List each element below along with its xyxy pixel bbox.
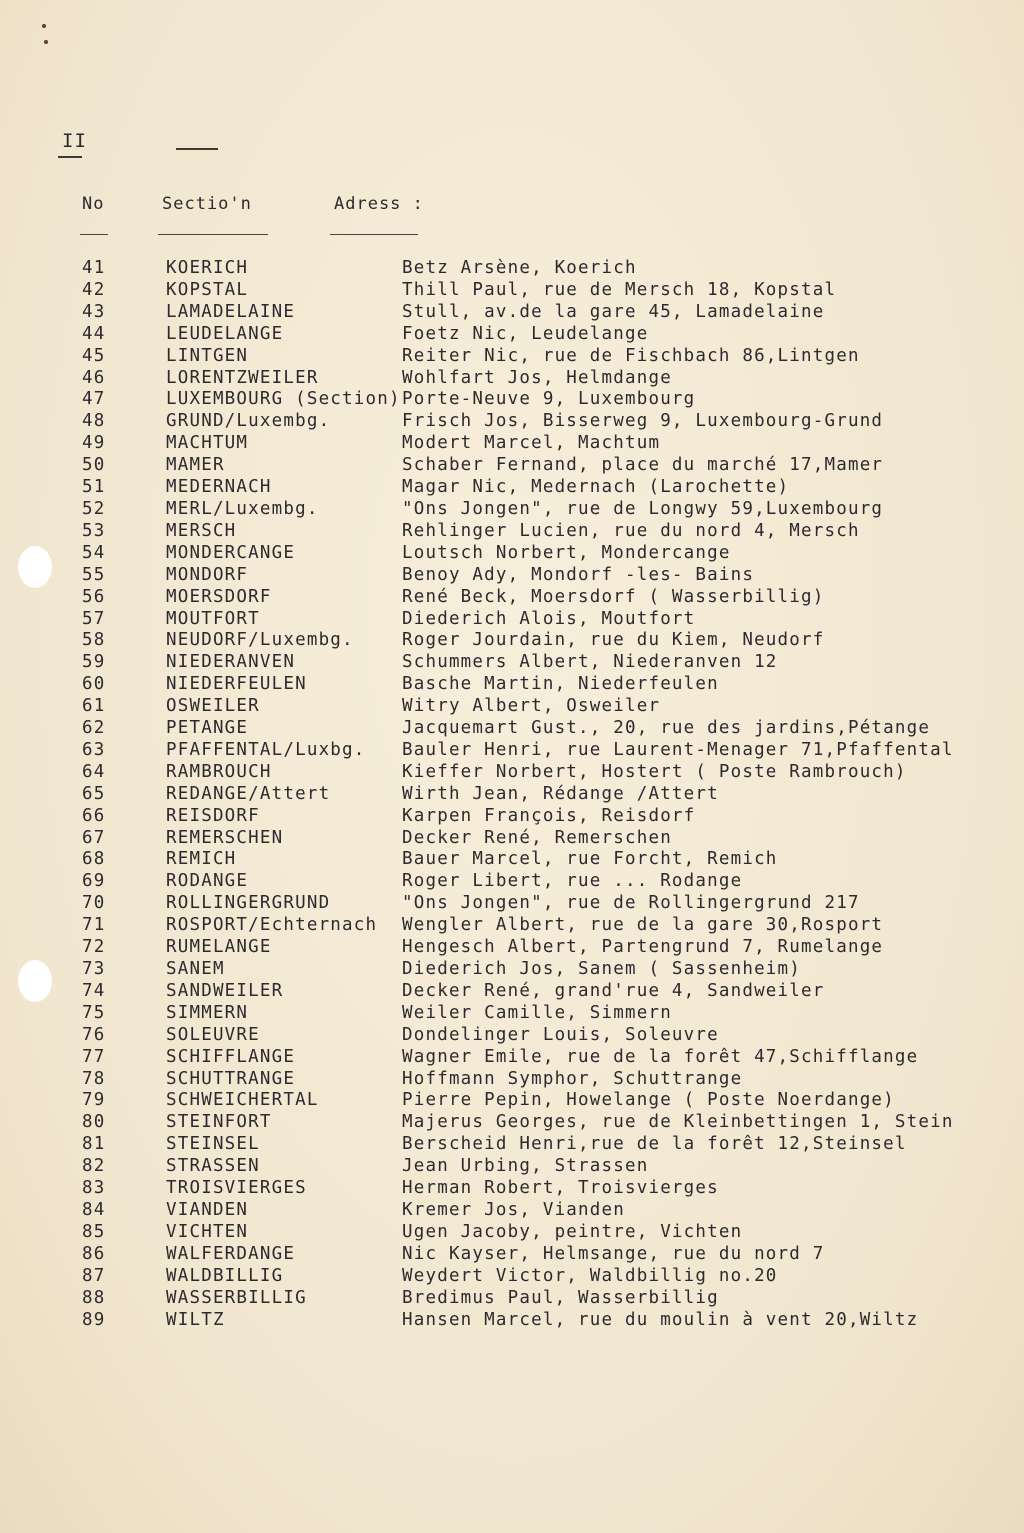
row-section: TROISVIERGES <box>166 1178 307 1199</box>
table-row <box>78 1156 1022 1178</box>
row-number: 62 <box>82 718 106 739</box>
table-row <box>78 1047 1022 1069</box>
row-address: Benoy Ady, Mondorf -les- Bains <box>402 564 755 585</box>
row-section: REISDORF <box>166 805 260 826</box>
row-number: 58 <box>82 630 106 651</box>
punch-hole <box>18 546 52 588</box>
table-row <box>78 1069 1022 1091</box>
row-number: 45 <box>82 345 106 366</box>
row-address: Weiler Camille, Simmern <box>402 1002 672 1023</box>
table-row <box>78 280 1022 302</box>
row-address: Nic Kayser, Helmsange, rue du nord 7 <box>402 1243 825 1264</box>
page-number-underline <box>58 156 82 158</box>
row-section: SANEM <box>166 959 225 979</box>
table-row <box>78 915 1022 937</box>
table-row <box>78 521 1022 543</box>
row-address: Diederich Jos, Sanem ( Sassenheim) <box>402 959 802 979</box>
row-address: Thill Paul, rue de Mersch 18, Kopstal <box>402 279 837 300</box>
row-section: REDANGE/Attert <box>166 783 331 804</box>
table-row <box>78 1003 1022 1025</box>
row-section: NIEDERANVEN <box>166 652 296 673</box>
row-number: 81 <box>82 1134 106 1155</box>
row-section: MACHTUM <box>166 433 249 454</box>
row-number: 82 <box>82 1156 106 1177</box>
row-address: Wagner Emile, rue de la forêt 47,Schifflange <box>402 1046 919 1067</box>
row-address: Bauler Henri, rue Laurent-Menager 71,Pfaffental <box>402 739 954 760</box>
table-row <box>78 302 1022 324</box>
row-section: SCHWEICHERTAL <box>166 1090 319 1111</box>
row-address: Basche Martin, Niederfeulen <box>402 674 719 695</box>
row-section: STRASSEN <box>166 1156 260 1177</box>
row-number: 44 <box>82 323 106 344</box>
table-row <box>78 937 1022 959</box>
table-row <box>78 959 1022 981</box>
column-header-section: Sectio'n <box>162 194 252 214</box>
table-row <box>78 389 1022 411</box>
row-section: REMERSCHEN <box>166 827 284 848</box>
table-row <box>78 1266 1022 1288</box>
row-number: 79 <box>82 1090 106 1111</box>
table-row <box>78 1025 1022 1047</box>
punch-hole <box>18 960 52 1002</box>
row-section: SCHUTTRANGE <box>166 1068 296 1089</box>
table-row <box>78 1200 1022 1222</box>
row-section: VICHTEN <box>166 1221 249 1242</box>
row-address: Pierre Pepin, Howelange ( Poste Noerdange) <box>402 1090 895 1111</box>
row-section: SIMMERN <box>166 1002 249 1023</box>
header-rule <box>158 234 268 235</box>
row-section: NEUDORF/Luxembg. <box>166 630 354 651</box>
row-section: WASSERBILLIG <box>166 1287 307 1308</box>
row-section: NIEDERFEULEN <box>166 674 307 695</box>
page-number: II <box>62 130 87 152</box>
row-address: Hengesch Albert, Partengrund 7, Rumelange <box>402 937 884 958</box>
row-address: Porte-Neuve 9, Luxembourg <box>402 389 696 410</box>
row-section: SCHIFFLANGE <box>166 1046 296 1067</box>
table-row <box>78 411 1022 433</box>
row-address: Hoffmann Symphor, Schuttrange <box>402 1068 743 1089</box>
row-address: Modert Marcel, Machtum <box>402 433 661 454</box>
table-row <box>78 784 1022 806</box>
row-number: 74 <box>82 980 106 1001</box>
row-number: 65 <box>82 783 106 804</box>
row-number: 55 <box>82 564 106 585</box>
row-number: 43 <box>82 301 106 322</box>
table-row <box>78 609 1022 631</box>
row-number: 67 <box>82 827 106 848</box>
table-row <box>78 477 1022 499</box>
row-address: Weydert Victor, Waldbillig no.20 <box>402 1265 778 1286</box>
row-section: STEINFORT <box>166 1112 272 1133</box>
row-number: 76 <box>82 1024 106 1045</box>
row-number: 59 <box>82 652 106 673</box>
row-section: RUMELANGE <box>166 937 272 958</box>
row-address: Wirth Jean, Rédange /Attert <box>402 783 719 804</box>
table-row <box>78 1244 1022 1266</box>
section-address-table <box>78 258 1022 1331</box>
row-address: Bauer Marcel, rue Forcht, Remich <box>402 849 778 870</box>
table-row <box>78 1288 1022 1310</box>
table-row <box>78 828 1022 850</box>
table-row <box>78 740 1022 762</box>
row-address: Magar Nic, Medernach (Larochette) <box>402 477 790 498</box>
table-row <box>78 849 1022 871</box>
row-number: 72 <box>82 937 106 958</box>
row-address: "Ons Jongen", rue de Rollingergrund 217 <box>402 893 860 914</box>
table-row <box>78 674 1022 696</box>
row-section: SOLEUVRE <box>166 1024 260 1045</box>
row-section: WALFERDANGE <box>166 1243 296 1264</box>
row-section: MERSCH <box>166 520 237 541</box>
row-address: René Beck, Moersdorf ( Wasserbillig) <box>402 586 825 607</box>
table-row <box>78 433 1022 455</box>
row-number: 75 <box>82 1002 106 1023</box>
row-number: 87 <box>82 1265 106 1286</box>
row-section: WILTZ <box>166 1309 225 1330</box>
table-row <box>78 981 1022 1003</box>
table-row <box>78 499 1022 521</box>
row-address: Decker René, Remerschen <box>402 827 672 848</box>
row-number: 83 <box>82 1178 106 1199</box>
row-section: SANDWEILER <box>166 980 284 1001</box>
row-section: MOERSDORF <box>166 586 272 607</box>
row-number: 42 <box>82 279 106 300</box>
row-number: 84 <box>82 1199 106 1220</box>
column-header-no: No <box>82 194 105 214</box>
row-number: 70 <box>82 893 106 914</box>
row-number: 80 <box>82 1112 106 1133</box>
paper-speck <box>42 24 46 28</box>
table-row <box>78 630 1022 652</box>
row-number: 66 <box>82 805 106 826</box>
row-number: 56 <box>82 586 106 607</box>
row-address: Dondelinger Louis, Soleuvre <box>402 1024 719 1045</box>
row-number: 78 <box>82 1068 106 1089</box>
table-row <box>78 718 1022 740</box>
row-address: "Ons Jongen", rue de Longwy 59,Luxembourg <box>402 498 884 519</box>
row-number: 89 <box>82 1309 106 1330</box>
row-section: REMICH <box>166 849 237 870</box>
row-section: VIANDEN <box>166 1199 249 1220</box>
row-address: Betz Arsène, Koerich <box>402 258 637 278</box>
header-rule <box>80 234 108 235</box>
row-section: LAMADELAINE <box>166 301 296 322</box>
header-dash <box>176 148 218 150</box>
row-section: LINTGEN <box>166 345 249 366</box>
row-section: PETANGE <box>166 718 249 739</box>
row-section: STEINSEL <box>166 1134 260 1155</box>
table-row <box>78 806 1022 828</box>
table-row <box>78 1134 1022 1156</box>
row-address: Roger Jourdain, rue du Kiem, Neudorf <box>402 630 825 651</box>
row-address: Foetz Nic, Leudelange <box>402 323 649 344</box>
row-number: 86 <box>82 1243 106 1264</box>
row-address: Witry Albert, Osweiler <box>402 696 661 717</box>
row-section: WALDBILLIG <box>166 1265 284 1286</box>
row-address: Frisch Jos, Bisserweg 9, Luxembourg-Grund <box>402 411 884 432</box>
row-address: Schummers Albert, Niederanven 12 <box>402 652 778 673</box>
row-address: Kremer Jos, Vianden <box>402 1199 625 1220</box>
row-address: Decker René, grand'rue 4, Sandweiler <box>402 980 825 1001</box>
row-number: 54 <box>82 542 106 563</box>
table-row <box>78 1112 1022 1134</box>
row-section: ROSPORT/Echternach <box>166 915 378 936</box>
row-number: 51 <box>82 477 106 498</box>
row-address: Loutsch Norbert, Mondercange <box>402 542 731 563</box>
table-row <box>78 455 1022 477</box>
header-rule <box>330 234 418 235</box>
row-section: KOERICH <box>166 258 249 278</box>
row-address: Berscheid Henri,rue de la forêt 12,Steinsel <box>402 1134 907 1155</box>
row-address: Roger Libert, rue ... Rodange <box>402 871 743 892</box>
row-address: Stull, av.de la gare 45, Lamadelaine <box>402 301 825 322</box>
table-row <box>78 696 1022 718</box>
row-number: 57 <box>82 608 106 629</box>
row-address: Rehlinger Lucien, rue du nord 4, Mersch <box>402 520 860 541</box>
row-address: Jacquemart Gust., 20, rue des jardins,Pétange <box>402 718 931 739</box>
row-address: Herman Robert, Troisvierges <box>402 1178 719 1199</box>
table-row <box>78 893 1022 915</box>
row-number: 73 <box>82 959 106 979</box>
row-number: 68 <box>82 849 106 870</box>
paper-speck <box>44 40 48 44</box>
row-section: PFAFFENTAL/Luxbg. <box>166 739 366 760</box>
row-section: GRUND/Luxembg. <box>166 411 331 432</box>
row-number: 52 <box>82 498 106 519</box>
row-address: Ugen Jacoby, peintre, Vichten <box>402 1221 743 1242</box>
row-section: RAMBROUCH <box>166 761 272 782</box>
row-address: Reiter Nic, rue de Fischbach 86,Lintgen <box>402 345 860 366</box>
row-section: LORENTZWEILER <box>166 367 319 388</box>
table-row <box>78 587 1022 609</box>
row-number: 48 <box>82 411 106 432</box>
row-number: 64 <box>82 761 106 782</box>
row-address: Jean Urbing, Strassen <box>402 1156 649 1177</box>
row-section: MAMER <box>166 455 225 476</box>
row-number: 85 <box>82 1221 106 1242</box>
row-section: MEDERNACH <box>166 477 272 498</box>
row-section: MERL/Luxembg. <box>166 498 319 519</box>
row-section: RODANGE <box>166 871 249 892</box>
row-number: 77 <box>82 1046 106 1067</box>
table-row <box>78 1090 1022 1112</box>
table-row <box>78 762 1022 784</box>
row-address: Wohlfart Jos, Helmdange <box>402 367 672 388</box>
row-number: 49 <box>82 433 106 454</box>
row-section: LUXEMBOURG (Section) <box>166 389 401 410</box>
table-row <box>78 871 1022 893</box>
row-section: MONDERCANGE <box>166 542 296 563</box>
row-number: 53 <box>82 520 106 541</box>
row-number: 69 <box>82 871 106 892</box>
row-address: Hansen Marcel, rue du moulin à vent 20,Wiltz <box>402 1309 919 1330</box>
row-number: 61 <box>82 696 106 717</box>
row-address: Schaber Fernand, place du marché 17,Mamer <box>402 455 884 476</box>
row-address: Karpen François, Reisdorf <box>402 805 696 826</box>
table-row <box>78 346 1022 368</box>
row-number: 46 <box>82 367 106 388</box>
table-row <box>78 1178 1022 1200</box>
table-row <box>78 652 1022 674</box>
row-section: OSWEILER <box>166 696 260 717</box>
table-row <box>78 1222 1022 1244</box>
row-address: Kieffer Norbert, Hostert ( Poste Rambrouch) <box>402 761 907 782</box>
table-row <box>78 258 1022 280</box>
row-number: 88 <box>82 1287 106 1308</box>
table-row <box>78 543 1022 565</box>
table-row <box>78 324 1022 346</box>
table-row <box>78 368 1022 390</box>
row-section: ROLLINGERGRUND <box>166 893 331 914</box>
row-number: 50 <box>82 455 106 476</box>
table-row <box>78 565 1022 587</box>
row-address: Wengler Albert, rue de la gare 30,Rosport <box>402 915 884 936</box>
table-row <box>78 1310 1022 1332</box>
row-number: 47 <box>82 389 106 410</box>
row-section: MOUTFORT <box>166 608 260 629</box>
row-number: 71 <box>82 915 106 936</box>
column-header-address: Adress : <box>334 194 424 214</box>
row-address: Majerus Georges, rue de Kleinbettingen 1, Stein <box>402 1112 954 1133</box>
row-number: 41 <box>82 258 106 278</box>
row-section: MONDORF <box>166 564 249 585</box>
row-number: 63 <box>82 739 106 760</box>
row-section: KOPSTAL <box>166 279 249 300</box>
row-number: 60 <box>82 674 106 695</box>
row-section: LEUDELANGE <box>166 323 284 344</box>
row-address: Diederich Alois, Moutfort <box>402 608 696 629</box>
row-address: Bredimus Paul, Wasserbillig <box>402 1287 719 1308</box>
